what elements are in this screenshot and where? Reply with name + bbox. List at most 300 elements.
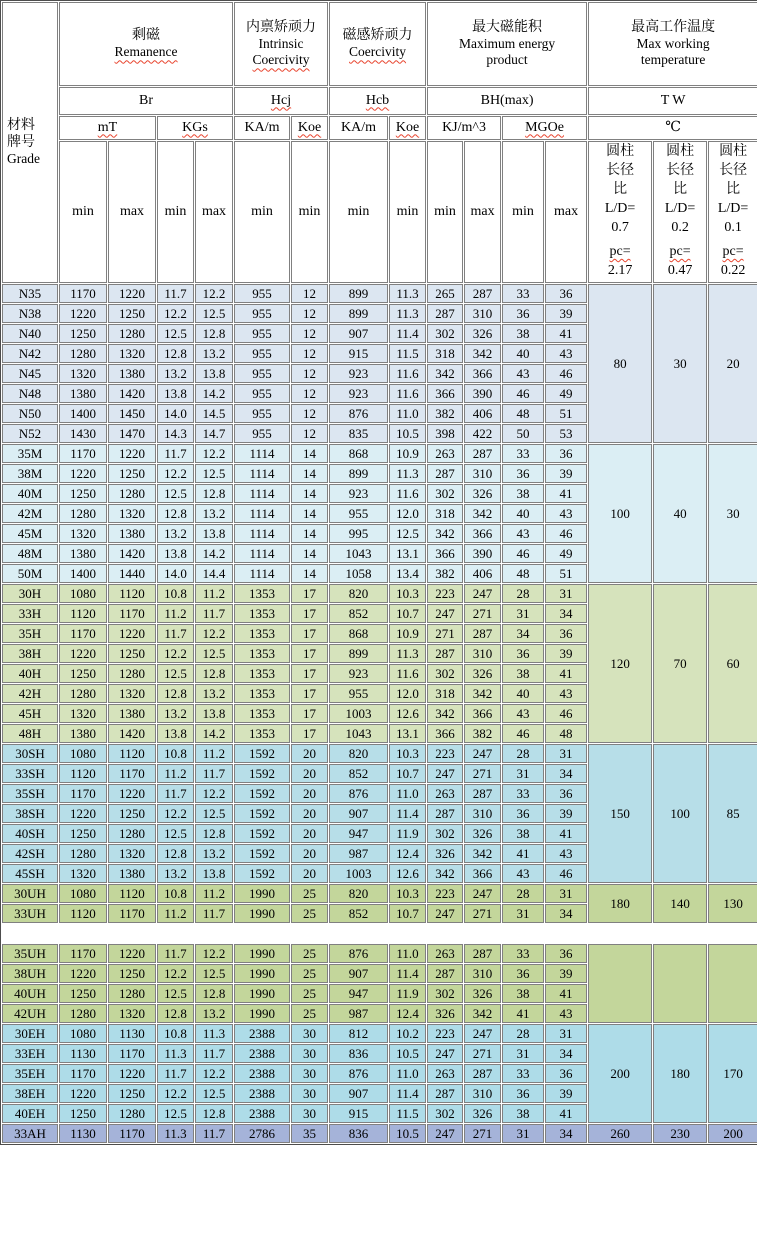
cell-mgoe-min: 48	[502, 404, 544, 423]
cell-kgs-min: 11.2	[157, 764, 194, 783]
cell-hcj-kam-min: 955	[234, 304, 290, 323]
cell-kgs-max: 12.2	[195, 624, 233, 643]
cell-hcb-koe-min: 13.1	[389, 724, 426, 743]
minmax-0: min	[59, 141, 107, 283]
cell-kj-min: 287	[427, 644, 463, 663]
cell-kj-min: 302	[427, 324, 463, 343]
cell-hcb-koe-min: 10.3	[389, 884, 426, 903]
cell-hcj-kam-min: 1592	[234, 844, 290, 863]
header-tw: T W	[588, 87, 757, 115]
cell-mt-min: 1400	[59, 564, 107, 583]
cell-mgoe-min: 38	[502, 984, 544, 1003]
cell-hcj-koe-min: 12	[291, 344, 328, 363]
cell-hcb-koe-min: 11.9	[389, 824, 426, 843]
cell-hcb-koe-min: 10.7	[389, 904, 426, 923]
cell-mgoe-min: 43	[502, 524, 544, 543]
cell-mgoe-max: 39	[545, 1084, 587, 1103]
cell-max-temp-1: 180	[588, 884, 652, 923]
cell-kj-max: 326	[464, 664, 501, 683]
cell-kj-min: 247	[427, 1044, 463, 1063]
cell-mt-min: 1170	[59, 444, 107, 463]
cell-hcb-kam-min: 907	[329, 324, 388, 343]
cell-kj-min: 247	[427, 764, 463, 783]
cell-hcj-koe-min: 20	[291, 824, 328, 843]
cell-hcj-koe-min: 12	[291, 304, 328, 323]
cell-kj-max: 247	[464, 1024, 501, 1043]
cell-max-temp-2: 100	[653, 744, 707, 883]
header-row-2	[2, 87, 757, 115]
grade-label-cn-1: 材料	[7, 118, 35, 134]
cell-mt-min: 1080	[59, 584, 107, 603]
cell-kgs-max: 12.8	[195, 324, 233, 343]
cell-kj-max: 271	[464, 604, 501, 623]
cell-hcj-koe-min: 30	[291, 1064, 328, 1083]
cell-kgs-max: 12.5	[195, 964, 233, 983]
cell-kgs-max: 11.7	[195, 604, 233, 623]
cell-hcb-kam-min: 852	[329, 604, 388, 623]
cell-kj-min: 265	[427, 284, 463, 303]
cell-kgs-min: 13.8	[157, 544, 194, 563]
unit-mt: mT	[59, 116, 156, 140]
cell-kj-min: 302	[427, 664, 463, 683]
cell-kgs-max: 13.2	[195, 684, 233, 703]
cell-kj-min: 247	[427, 904, 463, 923]
minmax-4: min	[234, 141, 290, 283]
cell-hcb-koe-min: 12.0	[389, 504, 426, 523]
cell-kj-max: 390	[464, 384, 501, 403]
cell-kgs-max: 12.2	[195, 944, 233, 963]
cell-mgoe-min: 28	[502, 744, 544, 763]
cell-hcb-kam-min: 1058	[329, 564, 388, 583]
cell-hcb-kam-min: 1043	[329, 544, 388, 563]
cell-hcb-koe-min: 11.3	[389, 284, 426, 303]
cell-kgs-min: 12.2	[157, 644, 194, 663]
cell-kj-max: 310	[464, 464, 501, 483]
cell-mgoe-max: 46	[545, 704, 587, 723]
cell-grade: 40UH	[2, 984, 58, 1003]
cell-kgs-min: 13.2	[157, 864, 194, 883]
cell-kj-max: 342	[464, 1004, 501, 1023]
cell-mt-max: 1250	[108, 304, 156, 323]
cell-mt-min: 1400	[59, 404, 107, 423]
cell-hcj-koe-min: 20	[291, 844, 328, 863]
cell-hcb-koe-min: 11.0	[389, 404, 426, 423]
cell-kgs-max: 12.5	[195, 804, 233, 823]
cell-mt-min: 1220	[59, 304, 107, 323]
cell-kgs-min: 12.8	[157, 1004, 194, 1023]
cell-max-temp-2: 70	[653, 584, 707, 743]
minmax-10: min	[502, 141, 544, 283]
cell-kj-max: 310	[464, 644, 501, 663]
cell-mt-min: 1120	[59, 604, 107, 623]
cell-hcb-kam-min: 1003	[329, 704, 388, 723]
cell-hcj-kam-min: 1114	[234, 564, 290, 583]
cell-mgoe-max: 51	[545, 564, 587, 583]
cell-hcj-koe-min: 14	[291, 564, 328, 583]
cell-mgoe-max: 31	[545, 1024, 587, 1043]
cell-mgoe-min: 41	[502, 844, 544, 863]
unit-kam-hcj: KA/m	[234, 116, 290, 140]
cell-hcj-kam-min: 955	[234, 364, 290, 383]
cell-hcj-koe-min: 17	[291, 724, 328, 743]
cell-kj-min: 247	[427, 604, 463, 623]
cell-kgs-min: 12.2	[157, 964, 194, 983]
cell-mgoe-min: 31	[502, 1124, 544, 1143]
energy-cn: 最大磁能积	[472, 19, 543, 35]
cell-mt-min: 1250	[59, 484, 107, 503]
cell-mt-min: 1250	[59, 664, 107, 683]
cell-grade: 48M	[2, 544, 58, 563]
cell-mgoe-min: 38	[502, 1104, 544, 1123]
cell-grade: 30UH	[2, 884, 58, 903]
cell-mt-max: 1320	[108, 344, 156, 363]
cell-hcj-kam-min: 2388	[234, 1084, 290, 1103]
cell-hcb-kam-min: 915	[329, 344, 388, 363]
cell-kgs-max: 11.7	[195, 1124, 233, 1143]
cell-hcj-koe-min: 17	[291, 584, 328, 603]
cell-kgs-max: 13.8	[195, 864, 233, 883]
cell-mt-max: 1220	[108, 624, 156, 643]
cell-kgs-max: 12.2	[195, 784, 233, 803]
cell-mgoe-max: 36	[545, 284, 587, 303]
cell-kgs-min: 11.7	[157, 944, 194, 963]
cell-mgoe-max: 41	[545, 1104, 587, 1123]
cell-kgs-max: 13.8	[195, 364, 233, 383]
cell-hcb-kam-min: 876	[329, 944, 388, 963]
cell-hcb-koe-min: 10.2	[389, 1024, 426, 1043]
cell-hcj-kam-min: 1353	[234, 604, 290, 623]
cell-kgs-min: 11.3	[157, 1044, 194, 1063]
cell-kj-max: 287	[464, 784, 501, 803]
cell-max-temp-3: 60	[708, 584, 757, 743]
cell-hcb-kam-min: 987	[329, 1004, 388, 1023]
cell-kj-max: 326	[464, 324, 501, 343]
cell-kj-max: 366	[464, 364, 501, 383]
induction-en: Coercivity	[349, 44, 407, 60]
cell-kj-max: 422	[464, 424, 501, 443]
cell-kj-min: 318	[427, 684, 463, 703]
cell-kgs-max: 13.2	[195, 844, 233, 863]
cell-kgs-min: 11.7	[157, 444, 194, 463]
intrinsic-en-1: Intrinsic	[258, 36, 304, 52]
cell-kgs-max: 14.2	[195, 384, 233, 403]
cell-mgoe-max: 39	[545, 464, 587, 483]
cell-mt-min: 1320	[59, 364, 107, 383]
cell-hcj-kam-min: 1592	[234, 744, 290, 763]
cell-kj-min: 271	[427, 624, 463, 643]
group-gap-row	[2, 924, 757, 943]
cell-mt-max: 1380	[108, 364, 156, 383]
cell-grade: N42	[2, 344, 58, 363]
cell-kj-min: 366	[427, 544, 463, 563]
cell-mt-min: 1220	[59, 644, 107, 663]
cell-mgoe-max: 49	[545, 384, 587, 403]
cell-mt-max: 1280	[108, 324, 156, 343]
cell-kj-max: 247	[464, 584, 501, 603]
cell-mt-min: 1130	[59, 1124, 107, 1143]
cell-hcj-koe-min: 30	[291, 1084, 328, 1103]
cell-hcb-koe-min: 13.4	[389, 564, 426, 583]
cell-hcb-kam-min: 955	[329, 504, 388, 523]
cell-mgoe-min: 48	[502, 564, 544, 583]
cell-mt-max: 1120	[108, 884, 156, 903]
cell-hcj-kam-min: 1114	[234, 504, 290, 523]
cell-hcb-koe-min: 10.7	[389, 764, 426, 783]
cell-mgoe-max: 53	[545, 424, 587, 443]
cell-mt-min: 1320	[59, 864, 107, 883]
cell-kgs-min: 11.2	[157, 904, 194, 923]
cell-grade: 38M	[2, 464, 58, 483]
cell-mgoe-min: 43	[502, 364, 544, 383]
cell-mgoe-min: 50	[502, 424, 544, 443]
cell-mgoe-min: 34	[502, 624, 544, 643]
cell-kgs-max: 12.8	[195, 664, 233, 683]
cell-hcj-kam-min: 1353	[234, 624, 290, 643]
cell-grade: 45H	[2, 704, 58, 723]
cell-mgoe-min: 36	[502, 304, 544, 323]
cell-kj-min: 342	[427, 524, 463, 543]
cell-mt-max: 1280	[108, 984, 156, 1003]
cell-grade: 40M	[2, 484, 58, 503]
cell-hcb-kam-min: 923	[329, 384, 388, 403]
cell-kj-max: 271	[464, 904, 501, 923]
cell-mgoe-max: 46	[545, 364, 587, 383]
cell-kgs-max: 11.7	[195, 764, 233, 783]
cell-hcb-koe-min: 12.6	[389, 704, 426, 723]
cell-mgoe-min: 46	[502, 544, 544, 563]
cell-hcj-koe-min: 35	[291, 1124, 328, 1143]
cell-hcb-kam-min: 820	[329, 584, 388, 603]
cell-hcb-koe-min: 13.1	[389, 544, 426, 563]
cell-mgoe-max: 43	[545, 1004, 587, 1023]
cell-kj-min: 263	[427, 784, 463, 803]
cell-hcj-koe-min: 30	[291, 1104, 328, 1123]
cell-mt-min: 1080	[59, 1024, 107, 1043]
cell-mt-min: 1280	[59, 684, 107, 703]
cell-kj-max: 310	[464, 804, 501, 823]
table-row	[2, 444, 757, 463]
cell-hcj-kam-min: 955	[234, 384, 290, 403]
cell-hcb-koe-min: 10.9	[389, 624, 426, 643]
cell-hcj-koe-min: 12	[291, 284, 328, 303]
cell-mgoe-max: 46	[545, 864, 587, 883]
group-gap	[2, 924, 757, 943]
cell-kj-min: 382	[427, 564, 463, 583]
cell-grade: N40	[2, 324, 58, 343]
cell-kgs-max: 13.2	[195, 504, 233, 523]
cell-mt-min: 1280	[59, 504, 107, 523]
cell-mgoe-max: 34	[545, 764, 587, 783]
cell-kj-max: 271	[464, 764, 501, 783]
cell-kj-min: 326	[427, 1004, 463, 1023]
cell-mgoe-max: 41	[545, 984, 587, 1003]
cell-mgoe-min: 28	[502, 584, 544, 603]
cell-hcj-koe-min: 12	[291, 384, 328, 403]
cell-kgs-min: 13.2	[157, 364, 194, 383]
cell-mgoe-max: 39	[545, 804, 587, 823]
cell-hcb-koe-min: 11.3	[389, 464, 426, 483]
header-row-4	[2, 141, 757, 283]
cell-kgs-min: 12.5	[157, 664, 194, 683]
cell-kgs-max: 14.7	[195, 424, 233, 443]
cell-mt-max: 1320	[108, 504, 156, 523]
cell-max-temp-3	[708, 944, 757, 1023]
cell-kj-min: 382	[427, 404, 463, 423]
cell-hcb-koe-min: 11.4	[389, 324, 426, 343]
cell-hcb-kam-min: 876	[329, 404, 388, 423]
cell-mt-min: 1170	[59, 624, 107, 643]
cell-grade: 38UH	[2, 964, 58, 983]
cell-hcj-koe-min: 12	[291, 404, 328, 423]
cell-mt-max: 1320	[108, 684, 156, 703]
cell-hcj-koe-min: 17	[291, 624, 328, 643]
unit-koe-hcj: Koe	[291, 116, 328, 140]
cell-hcj-koe-min: 14	[291, 484, 328, 503]
cell-hcb-koe-min: 12.4	[389, 844, 426, 863]
cell-kgs-max: 13.2	[195, 344, 233, 363]
cell-mt-min: 1080	[59, 744, 107, 763]
minmax-6: min	[329, 141, 388, 283]
table-row	[2, 284, 757, 303]
cell-hcb-kam-min: 852	[329, 764, 388, 783]
cell-max-temp-3: 30	[708, 444, 757, 583]
cell-kgs-min: 12.5	[157, 984, 194, 1003]
cell-grade: 42H	[2, 684, 58, 703]
cell-grade: 42SH	[2, 844, 58, 863]
cell-hcj-kam-min: 2388	[234, 1024, 290, 1043]
cell-kgs-min: 12.2	[157, 464, 194, 483]
cell-kj-max: 326	[464, 824, 501, 843]
cell-hcj-kam-min: 955	[234, 404, 290, 423]
cell-hcj-koe-min: 20	[291, 764, 328, 783]
cell-hcb-koe-min: 11.3	[389, 644, 426, 663]
cell-mt-max: 1170	[108, 904, 156, 923]
cell-grade: 30H	[2, 584, 58, 603]
cell-hcb-kam-min: 852	[329, 904, 388, 923]
cell-hcj-kam-min: 1114	[234, 484, 290, 503]
cell-grade: 35UH	[2, 944, 58, 963]
cell-hcj-koe-min: 25	[291, 1004, 328, 1023]
cell-mgoe-min: 38	[502, 824, 544, 843]
cell-kgs-min: 13.8	[157, 724, 194, 743]
cell-mt-min: 1250	[59, 1104, 107, 1123]
cell-kgs-min: 11.7	[157, 624, 194, 643]
cell-mgoe-max: 36	[545, 624, 587, 643]
cell-hcb-kam-min: 820	[329, 744, 388, 763]
cell-grade: 48H	[2, 724, 58, 743]
cell-hcj-koe-min: 17	[291, 644, 328, 663]
cell-hcj-kam-min: 1990	[234, 984, 290, 1003]
cell-grade: 35SH	[2, 784, 58, 803]
cell-max-temp-3: 200	[708, 1124, 757, 1143]
cell-grade: 35H	[2, 624, 58, 643]
cell-mt-max: 1220	[108, 284, 156, 303]
table-row	[2, 944, 757, 963]
cell-hcb-koe-min: 11.0	[389, 784, 426, 803]
cell-kj-max: 366	[464, 864, 501, 883]
remanence-cn: 剩磁	[132, 27, 161, 43]
cell-mgoe-max: 41	[545, 664, 587, 683]
cell-mt-min: 1080	[59, 884, 107, 903]
cell-hcj-kam-min: 1114	[234, 544, 290, 563]
cell-hcb-koe-min: 10.5	[389, 424, 426, 443]
cell-grade: 42UH	[2, 1004, 58, 1023]
cell-hcj-koe-min: 25	[291, 964, 328, 983]
cell-hcb-koe-min: 11.9	[389, 984, 426, 1003]
cell-kj-min: 287	[427, 804, 463, 823]
table-row	[2, 1024, 757, 1043]
cell-kj-max: 342	[464, 504, 501, 523]
cell-max-temp-3: 170	[708, 1024, 757, 1123]
cell-hcb-koe-min: 11.4	[389, 1084, 426, 1103]
minmax-3: max	[195, 141, 233, 283]
cell-max-temp-1: 260	[588, 1124, 652, 1143]
cell-mt-min: 1380	[59, 544, 107, 563]
cell-kj-max: 247	[464, 744, 501, 763]
cell-kgs-min: 10.8	[157, 744, 194, 763]
cell-max-temp-2	[653, 944, 707, 1023]
cell-hcb-kam-min: 899	[329, 464, 388, 483]
cell-mgoe-min: 33	[502, 944, 544, 963]
cell-mgoe-max: 49	[545, 544, 587, 563]
cell-hcb-kam-min: 868	[329, 624, 388, 643]
cell-kj-min: 223	[427, 1024, 463, 1043]
cell-mt-max: 1470	[108, 424, 156, 443]
cell-hcb-koe-min: 10.7	[389, 604, 426, 623]
header-hcb: Hcb	[329, 87, 426, 115]
cell-kj-min: 223	[427, 744, 463, 763]
cell-kj-max: 287	[464, 444, 501, 463]
header-br: Br	[59, 87, 233, 115]
cell-hcj-koe-min: 17	[291, 684, 328, 703]
cell-mgoe-min: 36	[502, 1084, 544, 1103]
cell-grade: 33UH	[2, 904, 58, 923]
cell-hcj-kam-min: 1114	[234, 444, 290, 463]
cell-mgoe-max: 31	[545, 584, 587, 603]
cell-max-temp-2: 140	[653, 884, 707, 923]
cell-hcj-kam-min: 1592	[234, 864, 290, 883]
minmax-9: max	[464, 141, 501, 283]
cell-hcb-kam-min: 820	[329, 884, 388, 903]
header-remanence	[59, 2, 233, 86]
cell-mgoe-min: 40	[502, 344, 544, 363]
cell-kj-max: 271	[464, 1124, 501, 1143]
grade-label-en: Grade	[7, 151, 40, 167]
cell-grade: 38SH	[2, 804, 58, 823]
cell-kgs-max: 12.8	[195, 984, 233, 1003]
cell-mt-max: 1280	[108, 664, 156, 683]
cell-grade: 45SH	[2, 864, 58, 883]
cell-hcb-koe-min: 10.3	[389, 744, 426, 763]
cell-kgs-max: 13.8	[195, 524, 233, 543]
cell-mgoe-max: 43	[545, 504, 587, 523]
minmax-11: max	[545, 141, 587, 283]
cell-mt-min: 1220	[59, 1084, 107, 1103]
cell-mgoe-max: 34	[545, 604, 587, 623]
intrinsic-en-2: Coercivity	[252, 52, 310, 68]
cell-hcb-kam-min: 923	[329, 484, 388, 503]
cell-max-temp-3: 20	[708, 284, 757, 443]
cell-hcb-koe-min: 11.6	[389, 664, 426, 683]
cell-hcb-kam-min: 947	[329, 984, 388, 1003]
cell-mgoe-min: 31	[502, 764, 544, 783]
cell-hcj-koe-min: 12	[291, 364, 328, 383]
cell-hcj-kam-min: 2388	[234, 1104, 290, 1123]
cell-kj-min: 318	[427, 344, 463, 363]
cell-mt-min: 1380	[59, 384, 107, 403]
cell-hcb-koe-min: 10.9	[389, 444, 426, 463]
cell-hcj-kam-min: 2786	[234, 1124, 290, 1143]
